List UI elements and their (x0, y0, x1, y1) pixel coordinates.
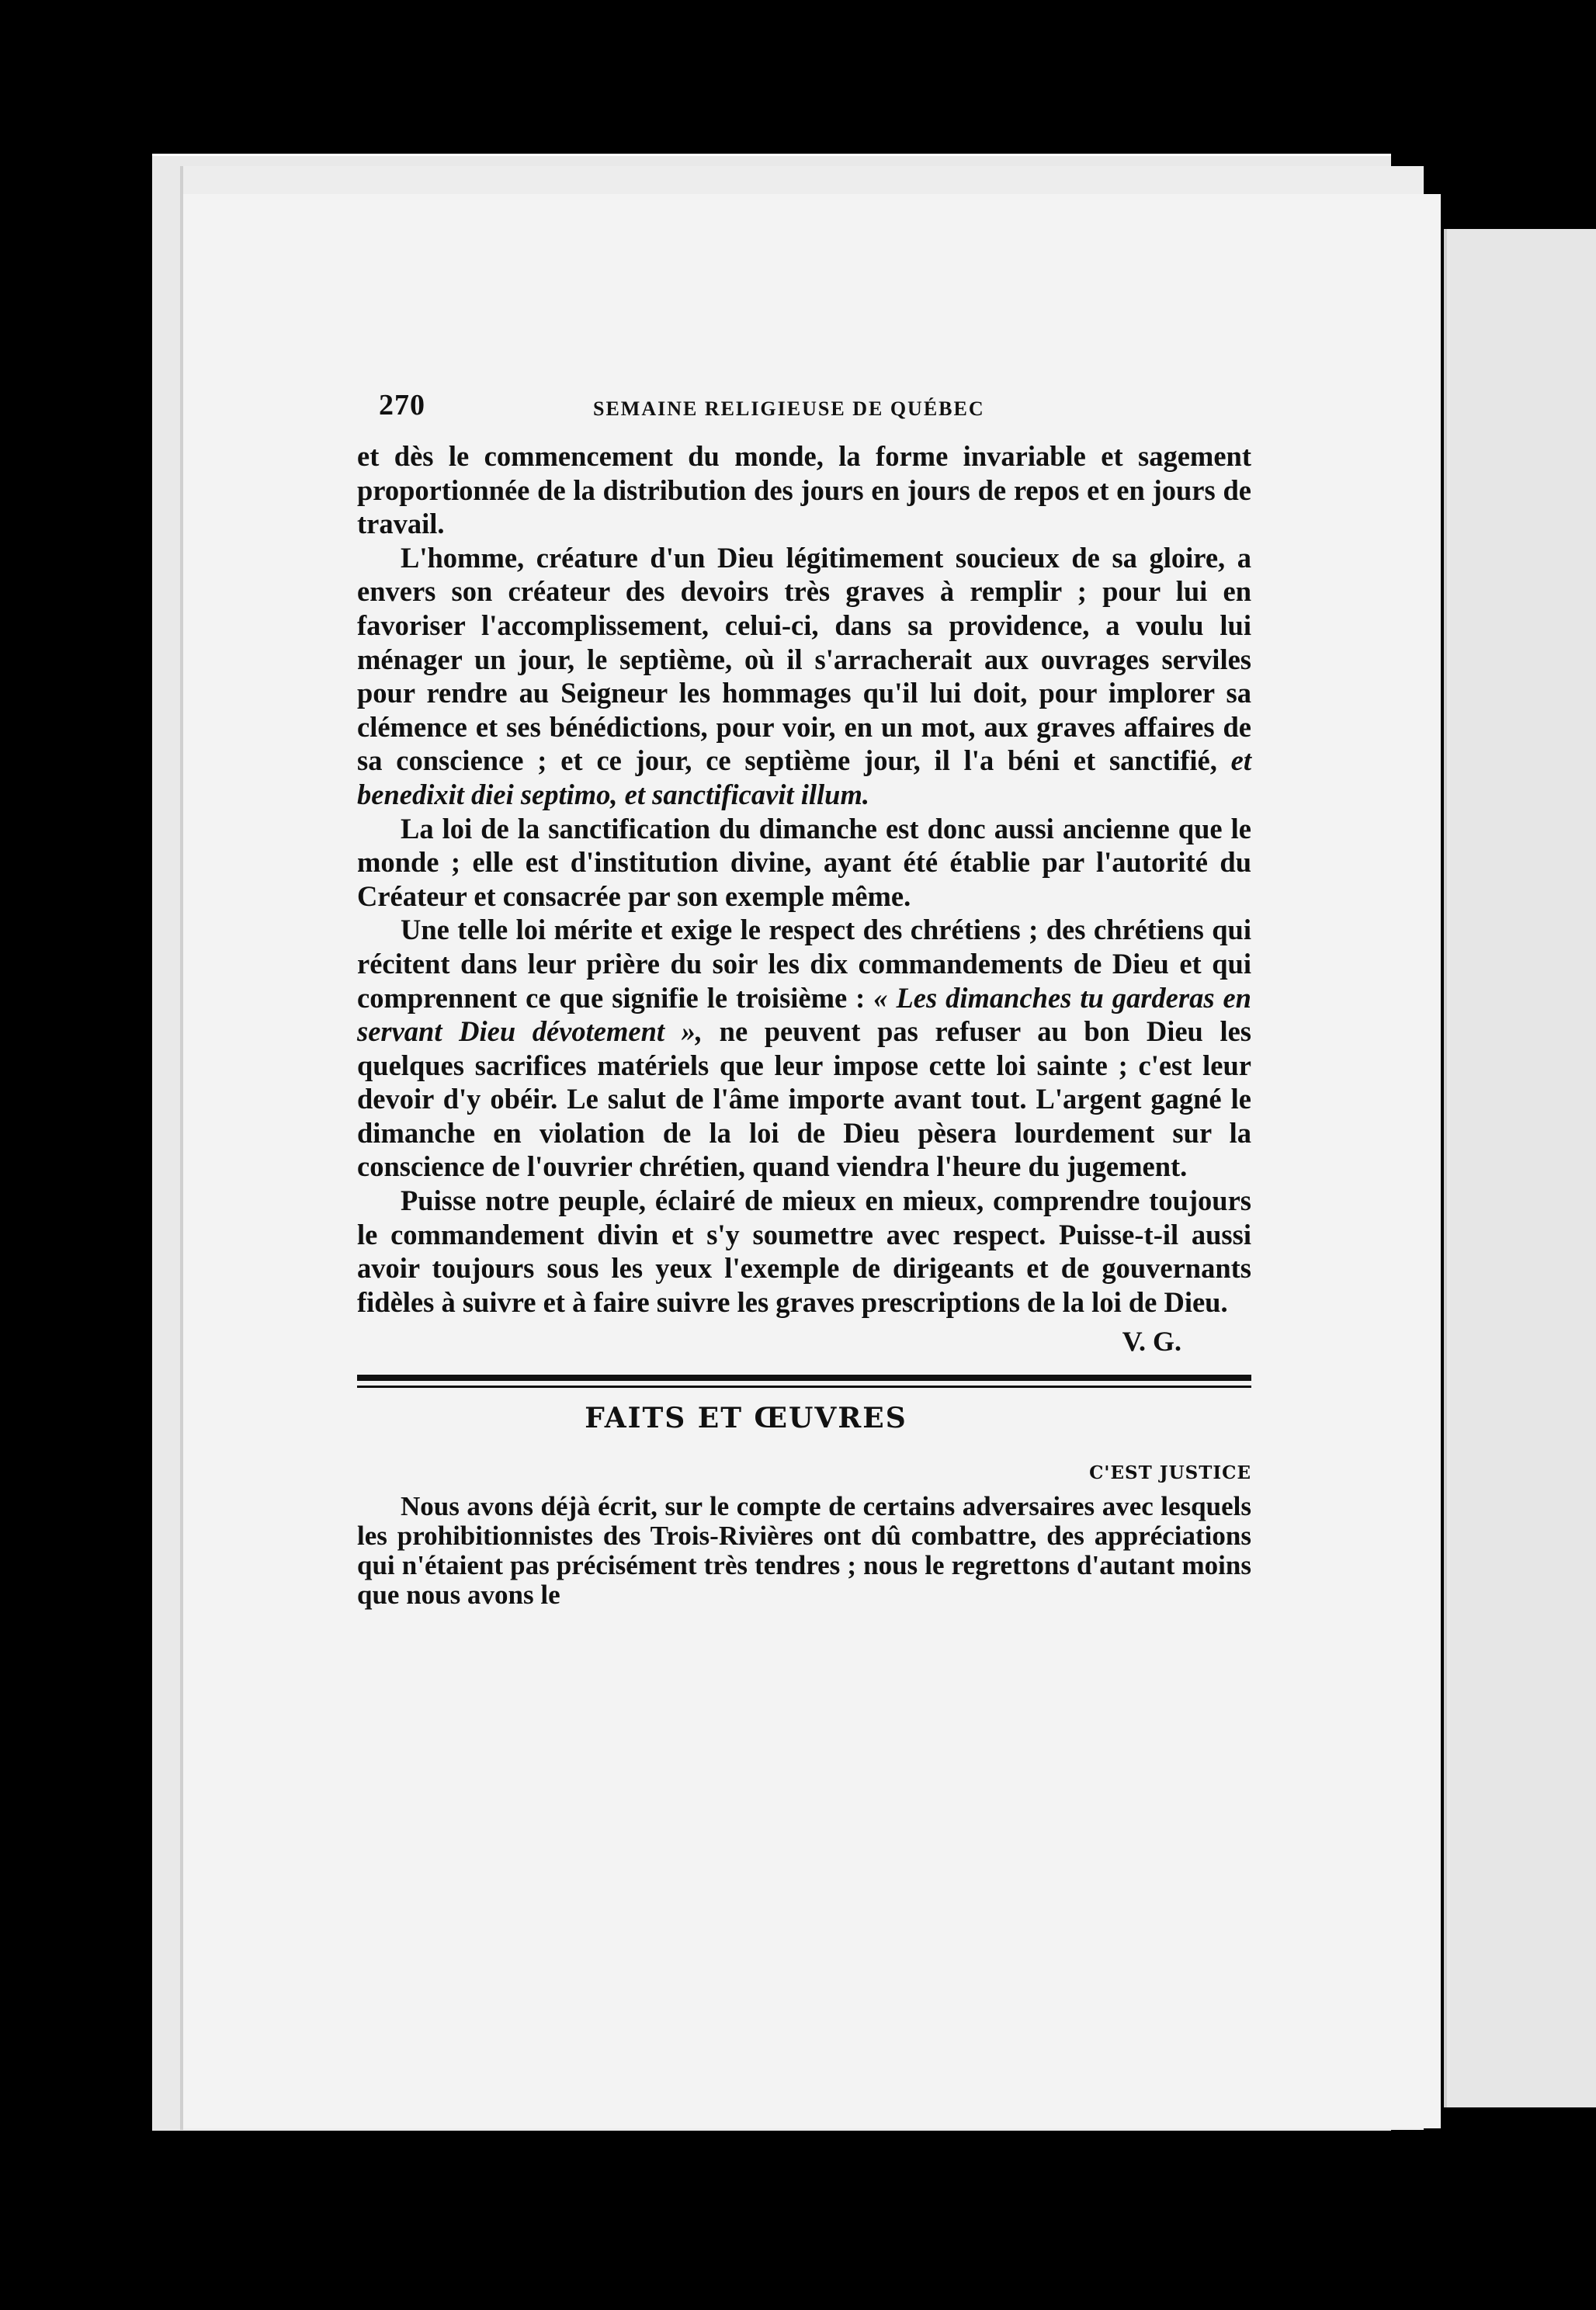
section-title: FAITS ET ŒUVRES (585, 1402, 907, 1435)
divider-thin-rule (357, 1386, 1251, 1388)
section-body (357, 1492, 1251, 1610)
journal-title: SEMAINE RELIGIEUSE DE QUÉBEC (593, 397, 985, 420)
page-content (357, 388, 1251, 1610)
paragraph-4-continuation: ne peuvent pas refuser au bon Dieu les quelques sacrifices matériels que leur impose cette loi sainte ; c'est leur devoir d'y obéir. Le salut de l'âme importe avant tout. L'argent gagné le dimanche en violation de la loi de Dieu pèsera lourdement sur la conscience de l'ouvrier chrétien, quand viendra l'heure du jugement. (357, 1015, 1252, 1183)
subsection-title: C'EST JUSTICE (1089, 1462, 1251, 1484)
page-number: 270 (379, 389, 425, 421)
commandment-quote: « Les dimanches tu garderas en servant Dieu dévotement », (357, 981, 1251, 1048)
paragraph-2-text: L'homme, créature d'un Dieu légitimement soucieux de sa gloire, a envers son créateur des devoirs très graves à remplir ; pour lui en favoriser l'accomplissement, celui-ci, dans sa providence, a voulu lui ménager un jour, le septième, où il s'arracherait aux ouvrages serviles pour rendre au Seigneur les hommages qu'il lui doit, pour implorer sa clémence et ses bénédictions, pour voir, en un mot, aux graves affaires de sa conscience ; et ce jour, ce septième jour, il l'a béni et sanctifié, (357, 541, 1251, 777)
section-paragraph: Nous avons déjà écrit, sur le compte de certains adversaires avec lesquels les prohibitionnistes des Trois-Rivières ont dû combattre, des appréciations qui n'étaient pas précisément très tendres ; nous le regrettons d'autant moins que nous avons le (357, 1491, 1251, 1611)
paragraph-4 (357, 913, 1251, 1184)
article-signature: V. G. (1122, 1326, 1181, 1358)
paragraph-2 (357, 541, 1251, 812)
paragraph-5: Puisse notre peuple, éclairé de mieux en mieux, comprendre toujours le commandement divin et s'y soumettre avec respect. Puisse-t-il aussi avoir toujours sous les yeux l'exemple de dirigeants et de gouvernants fidèles à suivre et à faire suivre les graves prescriptions de la loi de Dieu. (357, 1184, 1251, 1318)
paragraph-1: et dès le commencement du monde, la forme invariable et sagement proportionnée de la distribution des jours en jours de repos et en jours de travail. (357, 440, 1251, 540)
section-divider (357, 1375, 1251, 1388)
divider-thick-rule (357, 1375, 1251, 1381)
paragraph-4-text: Une telle loi mérite et exige le respect des chrétiens ; des chrétiens qui récitent dans leur prière du soir les dix commandements de Dieu et qui comprennent ce que signifie le troisième : (357, 914, 1251, 1014)
paragraph-3: La loi de la sanctification du dimanche est donc aussi ancienne que le monde ; elle est d'institution divine, ayant été établie par l'autorité du Créateur et consacrée par son exemple même. (357, 812, 1251, 912)
running-head (357, 388, 1251, 428)
latin-quote: et benedixit diei septimo, et sanctificavit illum. (357, 744, 1252, 810)
adjacent-page-edge (1444, 229, 1596, 2107)
article-body (357, 439, 1251, 1319)
